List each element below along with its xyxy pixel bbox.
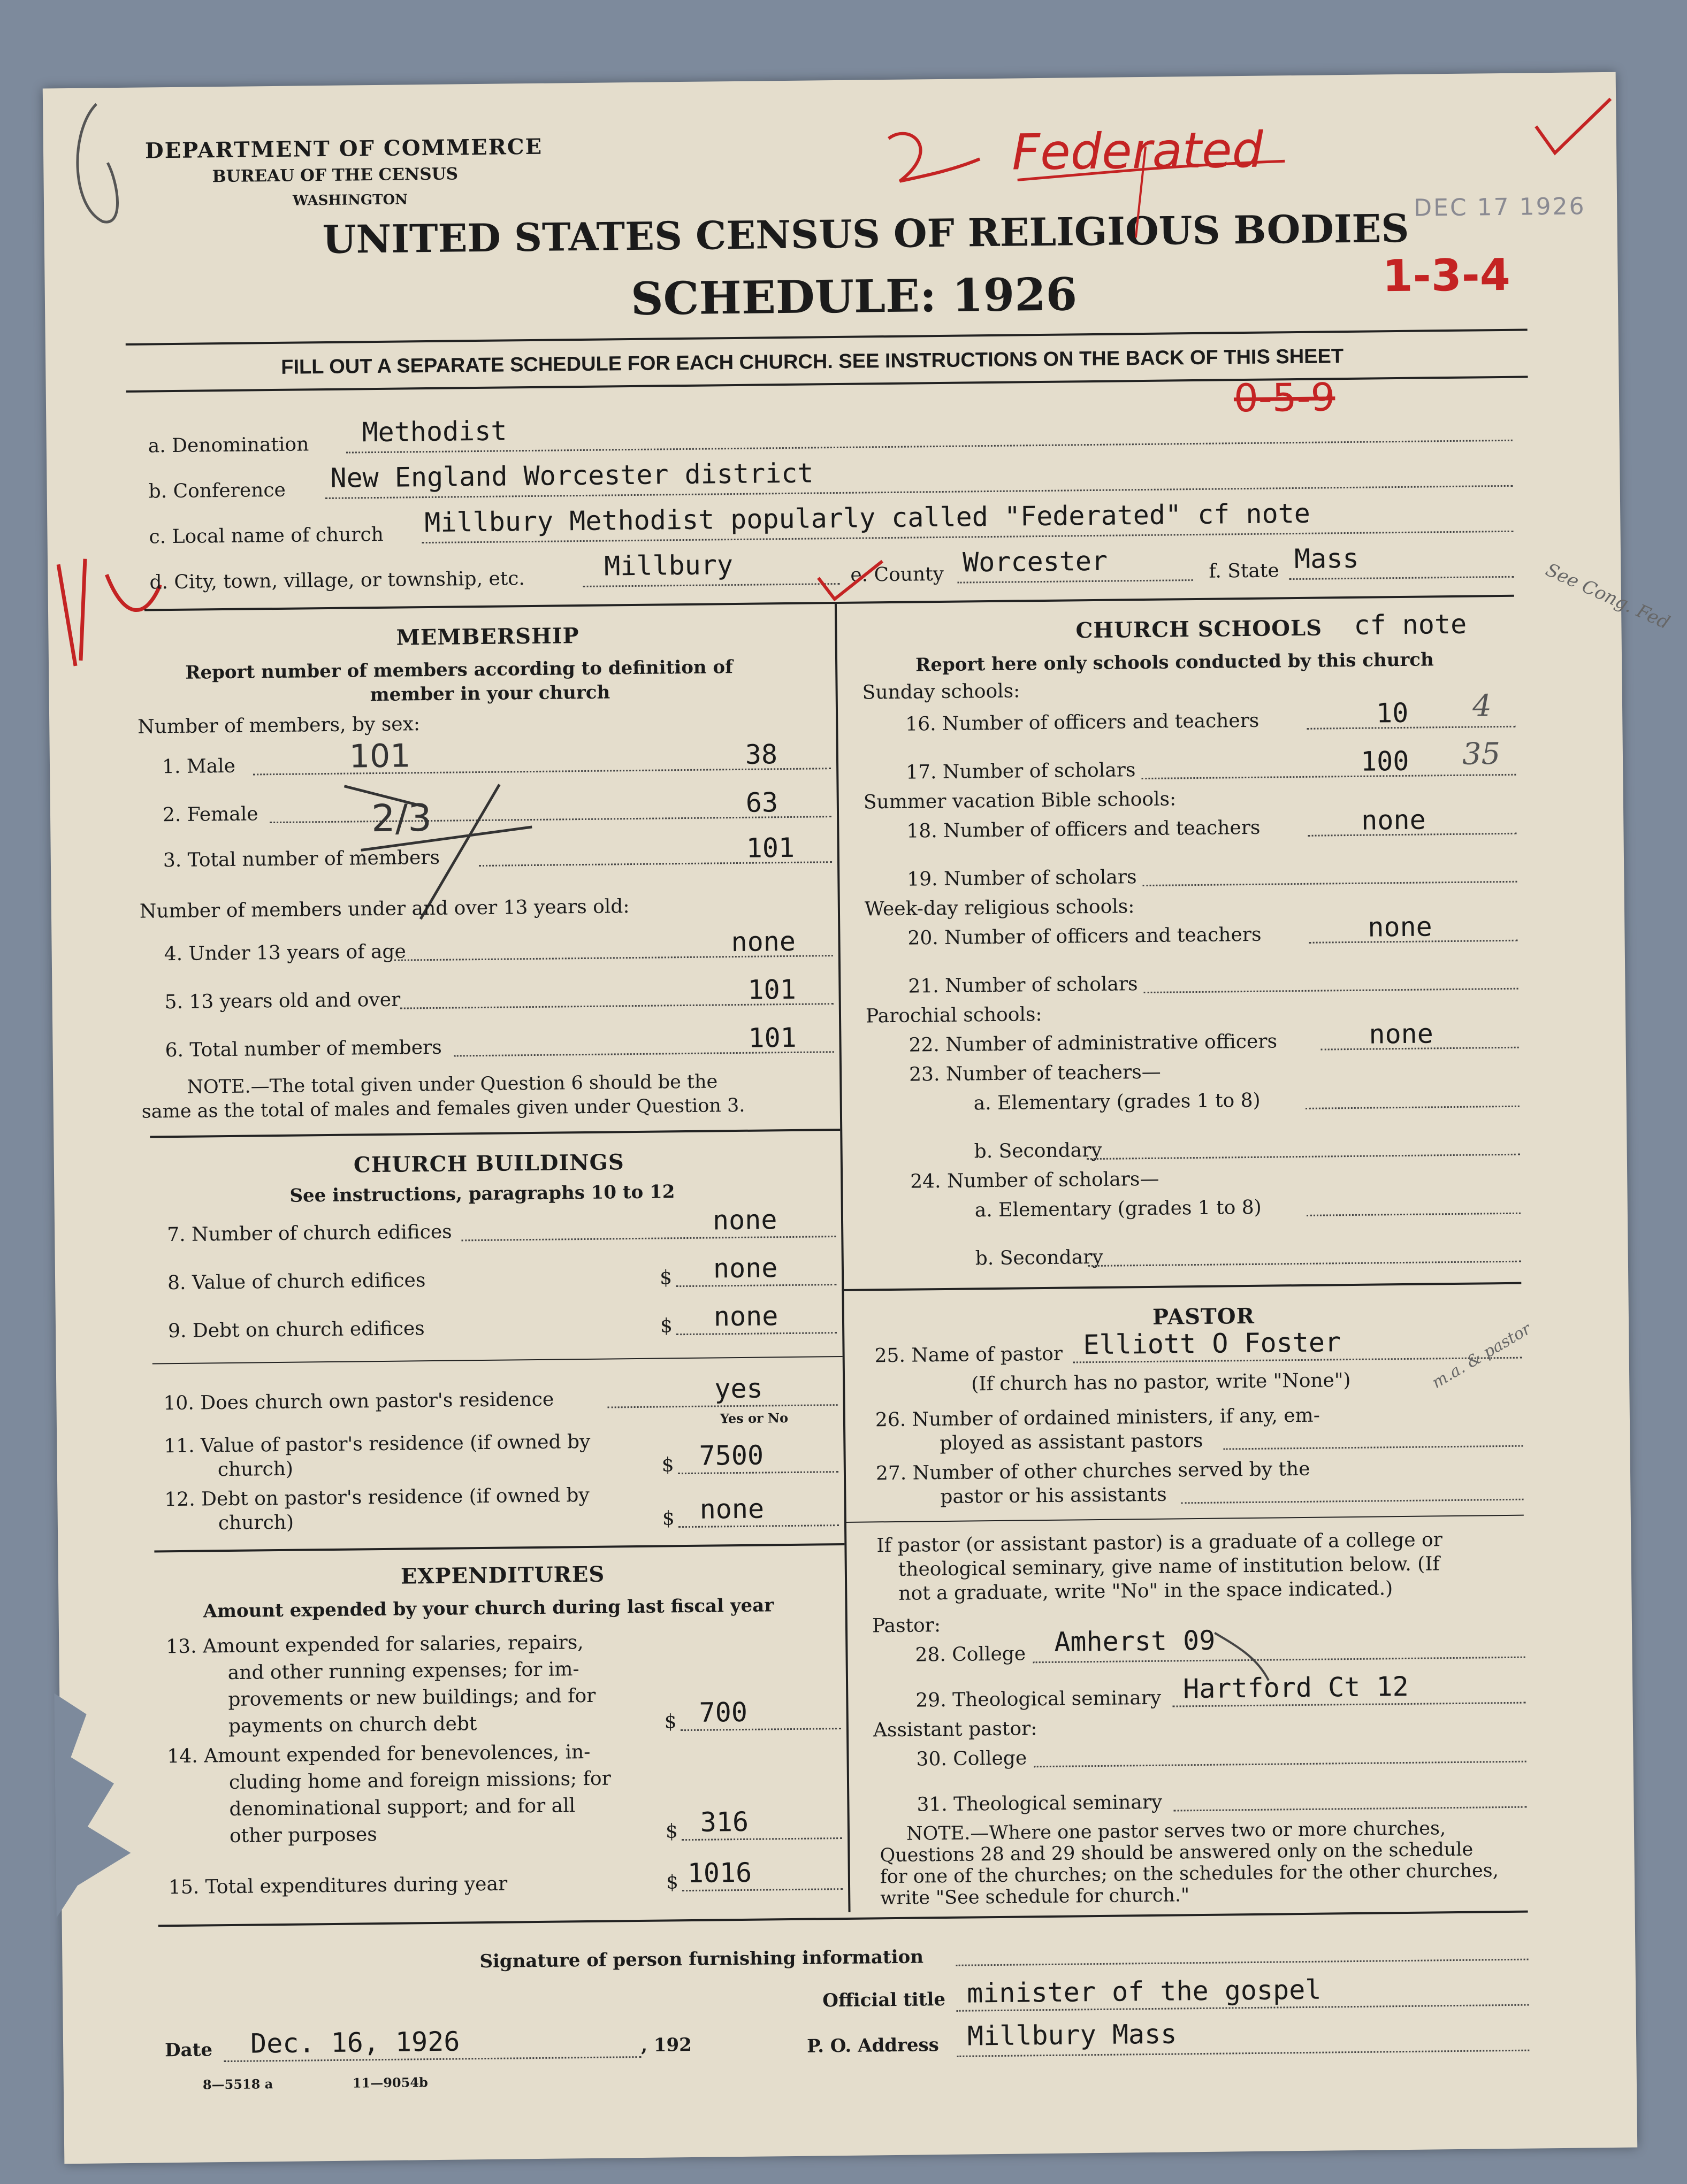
- pastor-note-1: NOTE.—Where one pastor serves two or more churches,: [906, 1818, 1446, 1845]
- q19-label: 19. Number of scholars: [907, 866, 1137, 891]
- membership-note-2: same as the total of males and females given under Question 3.: [141, 1094, 745, 1123]
- q10-hint: Yes or No: [720, 1410, 789, 1427]
- q5-value: 101: [747, 974, 797, 1006]
- q23b-line: [1087, 1154, 1520, 1160]
- q12-label-line1: 12. Debt on pastor's residence (if owned by: [164, 1484, 590, 1511]
- q7-label: 7. Number of church edifices: [167, 1221, 452, 1246]
- q24a-line: [1307, 1213, 1521, 1216]
- form-title: UNITED STATES CENSUS OF RELIGIOUS BODIES: [322, 205, 1409, 263]
- rule-membership-end: [150, 1129, 840, 1138]
- q4-value: none: [731, 925, 796, 958]
- city-line: [583, 583, 840, 587]
- q16-line: [1307, 726, 1515, 730]
- q11-label-line1: 11. Value of pastor's residence (if owned by: [164, 1430, 591, 1458]
- q14-label-line1: 14. Amount expended for benevolences, in-: [167, 1741, 591, 1768]
- crossed-count-1: 101: [349, 737, 411, 776]
- rule-sections-bottom: [158, 1911, 1528, 1927]
- q16-pencil-note: 4: [1472, 688, 1492, 724]
- q9-label: 9. Debt on church edifices: [167, 1317, 425, 1343]
- denomination-line: [346, 440, 1513, 454]
- q13-label-line4: payments on church debt: [228, 1713, 477, 1738]
- red-check-county: [813, 556, 888, 604]
- census-form-sheet: [43, 72, 1673, 2164]
- q13-line: [681, 1728, 841, 1731]
- pastor-heading: PASTOR: [1152, 1303, 1255, 1330]
- see-congregational-note: See Cong. Fed: [1542, 559, 1673, 634]
- q23-label: 23. Number of teachers—: [909, 1061, 1161, 1086]
- q8-label: 8. Value of church edifices: [167, 1269, 426, 1294]
- q19-line: [1142, 881, 1517, 886]
- city-value: Millbury: [604, 549, 734, 582]
- q12-line: [678, 1524, 839, 1528]
- q12-label-line2: church): [218, 1511, 294, 1535]
- q12-value: none: [699, 1493, 765, 1525]
- q14-line: [682, 1837, 842, 1841]
- q16-value: 10: [1376, 697, 1409, 729]
- red-margin-mark: [37, 542, 178, 683]
- q11-label-line2: church): [217, 1458, 294, 1481]
- bureau-city: WASHINGTON: [292, 191, 408, 209]
- torn-paper-edge: [54, 1692, 163, 1918]
- received-date-stamp: DEC 17 1926: [1413, 193, 1586, 222]
- pastor-note-2: Questions 28 and 29 should be answered only on the schedule: [880, 1838, 1474, 1867]
- expenditures-subheading: Amount expended by your church during last fiscal year: [203, 1595, 774, 1622]
- q24b-line: [1088, 1261, 1521, 1267]
- q8-line: [676, 1284, 836, 1287]
- red-number-annotation-2: 0-5-9: [1233, 374, 1335, 421]
- q21-line: [1144, 988, 1518, 993]
- schools-subheading: Report here only schools conducted by this church: [915, 649, 1434, 676]
- county-label: e. County: [850, 563, 944, 586]
- membership-subheading-1: Report number of members according to definition of: [185, 656, 733, 684]
- red-number-annotation-1: 1-3-4: [1382, 249, 1511, 302]
- signature-line: [956, 1959, 1529, 1966]
- q15-label: 15. Total expenditures during year: [168, 1873, 508, 1899]
- membership-subheading-2: member in your church: [370, 681, 610, 706]
- q8-dollar-sign: $: [659, 1267, 673, 1289]
- denomination-label: a. Denomination: [148, 433, 309, 457]
- q10-line: [608, 1404, 838, 1408]
- fill-out-instruction: FILL OUT A SEPARATE SCHEDULE FOR EACH CHURCH. SEE INSTRUCTIONS ON THE BACK OF THIS SHEET: [281, 345, 1344, 379]
- q25-value: Elliott O Foster: [1083, 1327, 1341, 1361]
- graduate-instruction-2: theological seminary, give name of institution below. (If: [898, 1553, 1440, 1581]
- q13-label-line3: provements or new buildings; and for: [228, 1684, 596, 1711]
- rule-buildings-mid: [152, 1356, 843, 1365]
- buildings-subheading: See instructions, paragraphs 10 to 12: [289, 1181, 675, 1207]
- schools-heading: CHURCH SCHOOLS: [1075, 615, 1323, 643]
- q30-label: 30. College: [916, 1747, 1027, 1771]
- red-pencil-marks: [877, 113, 1307, 256]
- signature-label: Signature of person furnishing information: [479, 1946, 924, 1973]
- q1-value: 38: [745, 739, 778, 770]
- q26-label-line2: ployed as assistant pastors: [940, 1429, 1203, 1455]
- parochial-schools-label: Parochial schools:: [865, 1003, 1042, 1028]
- q31-line: [1174, 1806, 1527, 1812]
- q7-line: [461, 1236, 836, 1241]
- date-label: Date: [164, 2039, 213, 2062]
- q3-label: 3. Total number of members: [163, 846, 440, 872]
- q3-value: 101: [746, 832, 795, 864]
- pastor-note-3: for one of the churches; on the schedules for the other churches,: [880, 1860, 1499, 1888]
- q11-value: 7500: [699, 1439, 764, 1472]
- form-number-2: 11—9054b: [352, 2074, 428, 2091]
- q7-value: none: [712, 1204, 777, 1236]
- official-title-value: minister of the gospel: [966, 1974, 1322, 2009]
- rule-pastor-mid: [844, 1515, 1524, 1523]
- q31-label: 31. Theological seminary: [917, 1791, 1163, 1816]
- church-name-value: Millbury Methodist popularly called "Federated" cf note: [424, 497, 1311, 539]
- q30-line: [1034, 1761, 1526, 1768]
- assistant-pastor-sublabel: Assistant pastor:: [873, 1718, 1037, 1742]
- q4-label: 4. Under 13 years of age: [164, 940, 406, 965]
- q9-dollar-sign: $: [660, 1315, 673, 1337]
- q14-value: 316: [700, 1806, 749, 1838]
- q23b-label: b. Secondary: [974, 1139, 1102, 1163]
- po-address-value: Millbury Mass: [967, 2018, 1177, 2052]
- membership-note-1: NOTE.—The total given under Question 6 should be the: [187, 1071, 718, 1098]
- q18-value: none: [1361, 804, 1426, 836]
- q16-label: 16. Number of officers and teachers: [905, 709, 1259, 735]
- q25-label: 25. Name of pastor: [874, 1343, 1063, 1367]
- federated-annotation: Federated: [1011, 121, 1264, 181]
- q28-value: Amherst 09: [1054, 1624, 1216, 1658]
- denomination-value: Methodist: [362, 415, 507, 448]
- q24-label: 24. Number of scholars—: [910, 1168, 1159, 1193]
- q13-value: 700: [699, 1696, 748, 1728]
- q29-label: 29. Theological seminary: [915, 1687, 1162, 1712]
- date-year-suffix: , 192: [640, 2034, 692, 2056]
- form-number-1: 8—5518 a: [202, 2076, 273, 2093]
- q11-dollar-sign: $: [661, 1454, 674, 1476]
- members-by-sex-label: Number of members, by sex:: [138, 713, 421, 738]
- members-by-age-label: Number of members under and over 13 years old:: [139, 895, 630, 923]
- q28-label: 28. College: [915, 1643, 1026, 1666]
- bureau-name: BUREAU OF THE CENSUS: [212, 164, 459, 187]
- pastor-sublabel: Pastor:: [872, 1614, 941, 1637]
- q14-dollar-sign: $: [665, 1820, 678, 1843]
- weekday-schools-label: Week-day religious schools:: [864, 895, 1135, 921]
- q18-label: 18. Number of officers and teachers: [906, 816, 1261, 842]
- q13-label-line2: and other running expenses; for im-: [227, 1658, 579, 1684]
- q22-label: 22. Number of administrative officers: [909, 1030, 1278, 1056]
- q13-dollar-sign: $: [664, 1711, 677, 1733]
- q2-label: 2. Female: [162, 803, 258, 826]
- q15-dollar-sign: $: [666, 1871, 679, 1894]
- margin-pencil-mark: [64, 98, 130, 238]
- state-line: [1289, 576, 1514, 580]
- q23a-line: [1306, 1106, 1520, 1109]
- q22-value: none: [1369, 1018, 1434, 1050]
- q5-label: 5. 13 years old and over: [164, 988, 401, 1014]
- q15-line: [682, 1888, 843, 1891]
- graduate-instruction-1: If pastor (or assistant pastor) is a graduate of a college or: [876, 1529, 1443, 1557]
- q9-line: [676, 1332, 837, 1335]
- graduate-instruction-3: not a graduate, write "No" in the space indicated.): [898, 1577, 1393, 1605]
- check-mark-icon: [1530, 94, 1616, 170]
- q9-value: none: [713, 1300, 778, 1332]
- q24b-label: b. Secondary: [975, 1246, 1103, 1270]
- q27-label-line2: pastor or his assistants: [940, 1483, 1167, 1508]
- q17-line: [1141, 774, 1516, 779]
- column-divider: [835, 602, 851, 1912]
- q27-line: [1181, 1499, 1524, 1504]
- q25-hint: (If church has no pastor, write "None"): [971, 1369, 1351, 1396]
- q26-label-line1: 26. Number of ordained ministers, if any, em-: [875, 1404, 1320, 1431]
- q17-label: 17. Number of scholars: [906, 759, 1136, 784]
- expenditures-heading: EXPENDITURES: [400, 1561, 605, 1589]
- q26-line: [1224, 1445, 1523, 1450]
- q6-value: 101: [748, 1022, 797, 1054]
- q14-label-line4: other purposes: [229, 1823, 377, 1848]
- state-label: f. State: [1209, 560, 1279, 583]
- pastor-note-4: write "See schedule for church.": [880, 1884, 1190, 1910]
- q10-value: yes: [714, 1373, 763, 1405]
- sunday-schools-label: Sunday schools:: [862, 680, 1020, 704]
- city-label: d. City, town, village, or township, etc.: [149, 568, 525, 594]
- q17-value: 100: [1360, 745, 1409, 777]
- q8-value: none: [713, 1252, 778, 1284]
- pencil-connector-mark: [1209, 1627, 1285, 1686]
- q10-label: 10. Does church own pastor's residence: [163, 1388, 554, 1415]
- q23a-label: a. Elementary (grades 1 to 8): [973, 1089, 1261, 1115]
- summer-schools-label: Summer vacation Bible schools:: [863, 788, 1177, 814]
- q17-pencil-note: 35: [1462, 737, 1501, 772]
- department-name: DEPARTMENT OF COMMERCE: [144, 134, 543, 164]
- buildings-heading: CHURCH BUILDINGS: [353, 1150, 624, 1178]
- rule-schools-end: [842, 1282, 1521, 1291]
- q20-label: 20. Number of officers and teachers: [907, 923, 1262, 949]
- q20-value: none: [1368, 911, 1433, 943]
- q14-label-line2: cluding home and foreign missions; for: [228, 1767, 612, 1794]
- church-name-label: c. Local name of church: [149, 523, 384, 548]
- rule-top: [126, 328, 1528, 345]
- schools-heading-note: cf note: [1354, 608, 1467, 641]
- official-title-label: Official title: [822, 1989, 946, 2012]
- conference-value: New England Worcester district: [330, 457, 814, 494]
- conference-label: b. Conference: [148, 479, 286, 503]
- q2-value: 63: [745, 787, 778, 818]
- schedule-title: SCHEDULE: 1926: [630, 267, 1078, 326]
- q14-label-line3: denominational support; and for all: [229, 1795, 576, 1821]
- county-line: [958, 579, 1193, 584]
- state-value: Mass: [1294, 542, 1359, 575]
- q27-label-line1: 27. Number of other churches served by the: [875, 1458, 1310, 1485]
- q29-value: Hartford Ct 12: [1182, 1670, 1409, 1705]
- po-address-label: P. O. Address: [806, 2034, 940, 2057]
- q1-label: 1. Male: [162, 755, 236, 778]
- q15-value: 1016: [687, 1857, 752, 1889]
- q21-label: 21. Number of scholars: [908, 973, 1138, 998]
- q13-label-line1: 13. Amount expended for salaries, repairs,: [166, 1631, 584, 1658]
- pastor-pencil-note: m.a. & pastor: [1429, 1319, 1535, 1393]
- q12-dollar-sign: $: [662, 1507, 675, 1530]
- date-value: Dec. 16, 1926: [250, 2026, 460, 2059]
- crossed-count-2: 2/3: [371, 795, 432, 841]
- q24a-label: a. Elementary (grades 1 to 8): [974, 1196, 1262, 1222]
- q6-label: 6. Total number of members: [165, 1036, 442, 1062]
- membership-heading: MEMBERSHIP: [396, 623, 579, 650]
- rule-buildings-end: [154, 1543, 844, 1553]
- q11-line: [678, 1471, 838, 1474]
- county-value: Worcester: [962, 545, 1108, 578]
